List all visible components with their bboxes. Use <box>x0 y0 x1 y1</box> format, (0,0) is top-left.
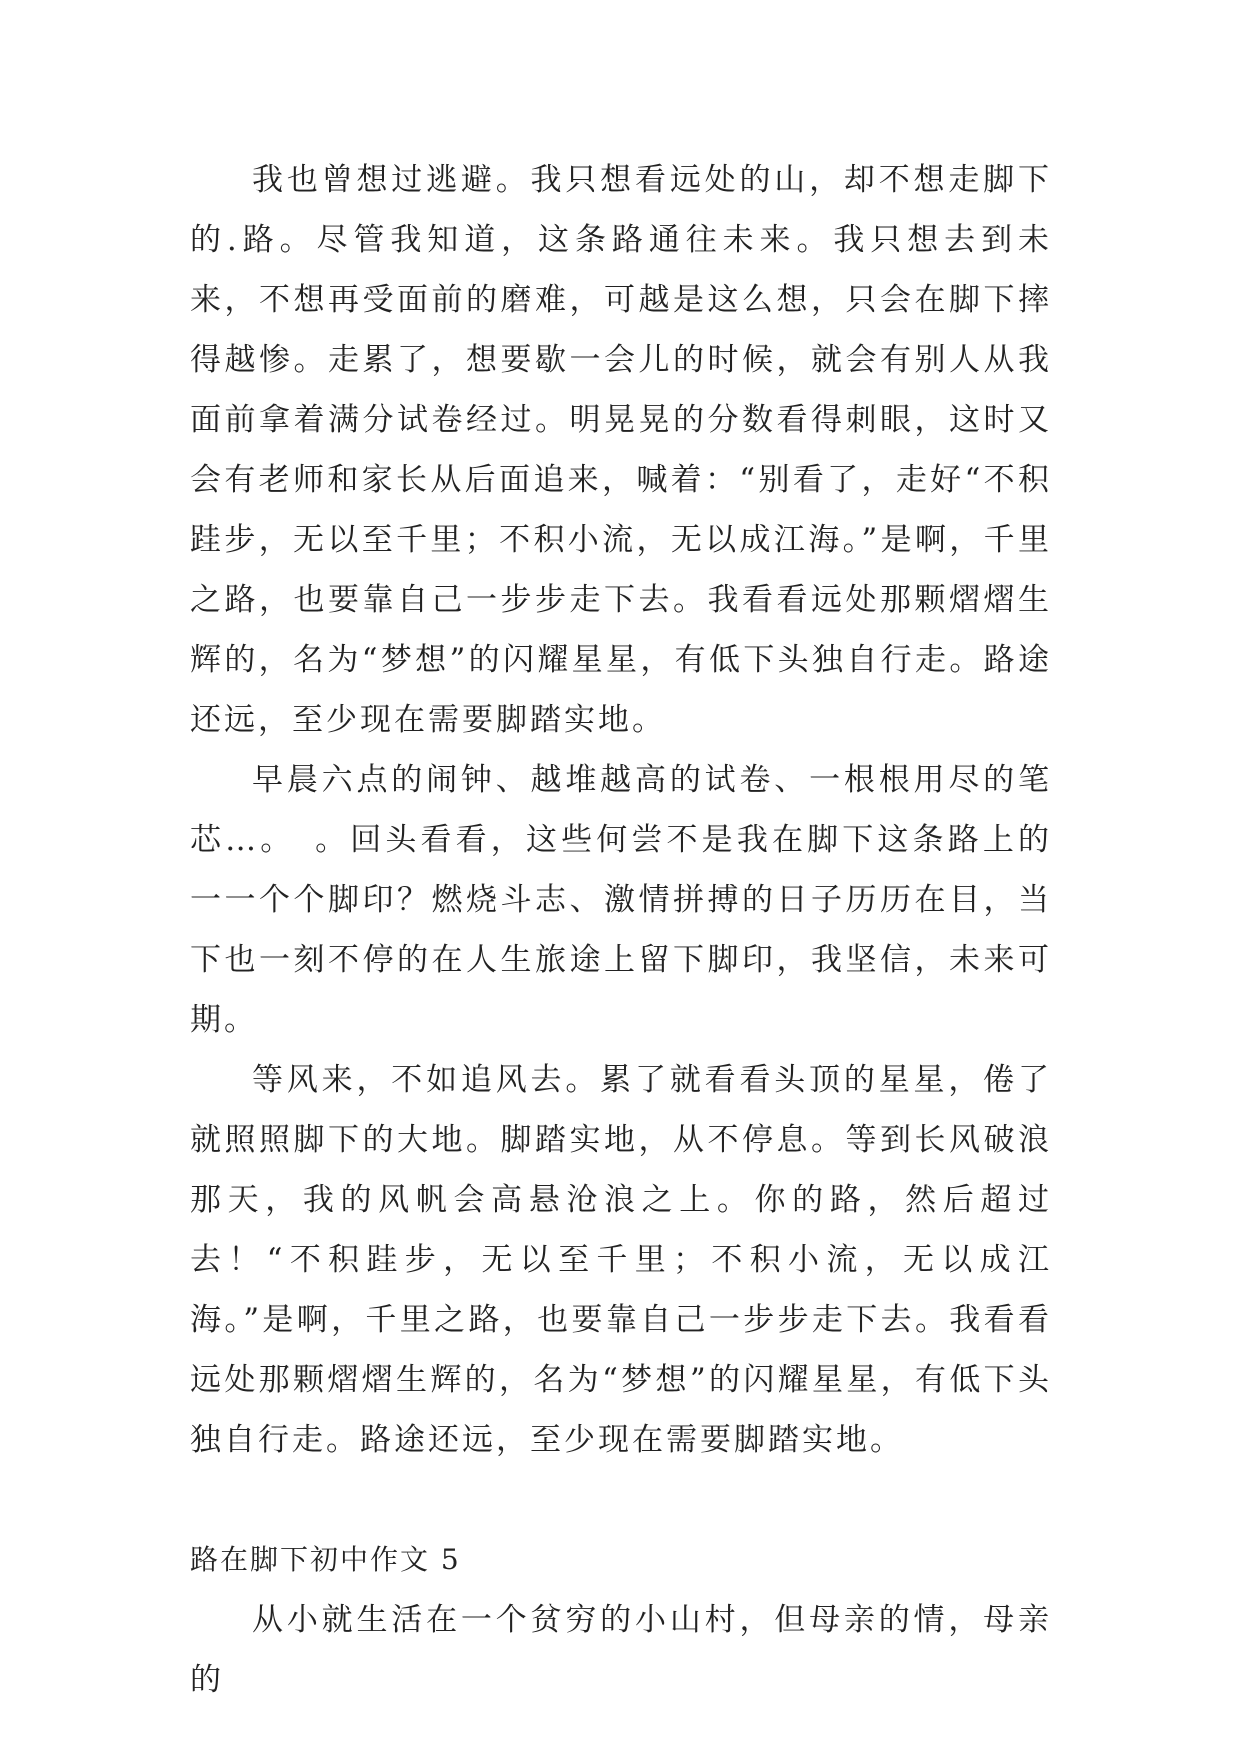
section-heading: 路在脚下初中作文 5 <box>190 1543 461 1576</box>
paragraph-1: 我也曾想过逃避。我只想看远处的山，却不想走脚下的.路。尽管我知道，这条路通往未来。我只想去到未来，不想再受面前的磨难，可越是这么想，只会在脚下摔得越惨。走累了，想要歇一会儿的时候，就会有别人从我面前拿着满分试卷经过。明晃晃的分数看得刺眼，这时又会有老师和家长从后面追来，喊着：“别看了，走好“不积跬步，无以至千里；不积小流，无以成江海。”是啊，千里之路，也要靠自己一步步走下去。我看看远处那颗熠熠生辉的，名为“梦想”的闪耀星星，有低下头独自行走。路途还远，至少现在需要脚踏实地。 <box>190 162 1052 738</box>
paragraph-4: 从小就生活在一个贫穷的小山村，但母亲的情，母亲的 <box>190 1602 1052 1698</box>
paragraph-2: 早晨六点的闹钟、越堆越高的试卷、一根根用尽的笔芯…。 。回头看看，这些何尝不是我在脚下这条路上的一一个个脚印？燃烧斗志、激情拼搏的日子历历在目，当下也一刻不停的在人生旅途上留下脚印，我坚信，未来可期。 <box>190 762 1052 1038</box>
paragraph-3: 等风来，不如追风去。累了就看看头顶的星星，倦了就照照脚下的大地。脚踏实地，从不停息。等到长风破浪那天，我的风帆会高悬沧浪之上。你的路，然后超过去！“不积跬步，无以至千里；不积小流，无以成江海。”是啊，千里之路，也要靠自己一步步走下去。我看看远处那颗熠熠生辉的，名为“梦想”的闪耀星星，有低下头独自行走。路途还远，至少现在需要脚踏实地。 <box>190 1062 1052 1458</box>
document-body <box>190 150 1052 1710</box>
